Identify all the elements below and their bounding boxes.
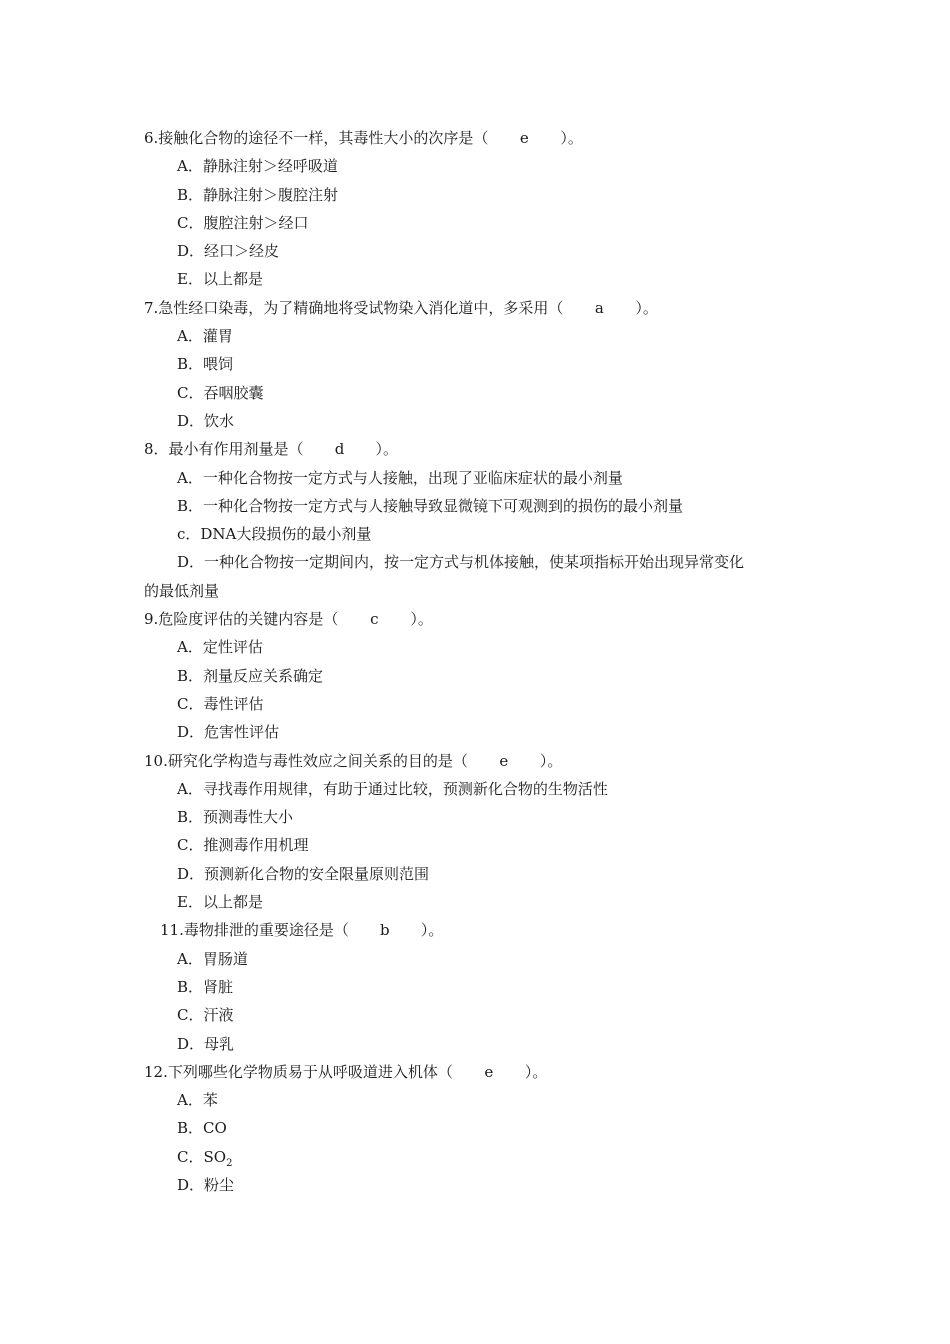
answer-text: e — [499, 751, 509, 770]
question-stem: 9.危险度评估的关键内容是（ — [144, 610, 339, 629]
question-close: ）。 — [420, 921, 444, 940]
question-stem: 12.下列哪些化学物质易于从呼吸道进入机体（ — [144, 1062, 453, 1081]
option: D．一种化合物按一定期间内，按一定方式与机体接触，使某项指标开始出现异常变化 — [177, 553, 745, 572]
question-stem: 8．最小有作用剂量是（ — [144, 440, 304, 459]
question-close: ）。 — [524, 1062, 548, 1081]
question-stem: 6.接触化合物的途径不一样，其毒性大小的次序是（ — [144, 129, 489, 147]
option: C．毒性评估 — [177, 694, 264, 713]
option: E．以上都是 — [177, 893, 263, 912]
option: C．腹腔注射＞经口 — [177, 213, 309, 232]
question-close: ）。 — [410, 610, 433, 629]
subscript: 2 — [226, 1157, 233, 1169]
option: A．一种化合物按一定方式与人接触，出现了亚临床症状的最小剂量 — [177, 468, 623, 487]
question-stem: 11.毒物排泄的重要途径是（ — [160, 921, 349, 940]
question-9 — [0, 605, 950, 633]
answer-text: e — [484, 1062, 494, 1081]
option-so2 — [0, 1143, 950, 1171]
option: A．胃肠道 — [177, 949, 248, 968]
option: D．饮水 — [177, 411, 235, 430]
option-continuation: 的最低剂量 — [144, 581, 220, 600]
question-stem: 7.急性经口染毒，为了精确地将受试物染入消化道中，多采用（ — [144, 298, 564, 317]
option: B．静脉注射＞腹腔注射 — [177, 185, 339, 204]
option: A．苯 — [177, 1091, 218, 1110]
option: A．静脉注射＞经呼吸道 — [177, 157, 338, 176]
option: E．以上都是 — [177, 270, 263, 289]
question-close: ）。 — [375, 440, 399, 459]
option: B．剂量反应关系确定 — [177, 666, 324, 685]
question-7 — [0, 294, 950, 322]
option: A．寻找毒作用规律，有助于通过比较，预测新化合物的生物活性 — [177, 779, 608, 798]
question-12 — [0, 1058, 950, 1086]
answer-text: e — [519, 129, 529, 147]
option: B．预测毒性大小 — [177, 808, 294, 827]
option-text: C．SO — [177, 1147, 227, 1166]
option: A．灌胃 — [177, 327, 233, 346]
option: B．肾脏 — [177, 977, 234, 996]
document-page — [0, 124, 950, 1199]
question-close: ）。 — [539, 751, 563, 770]
option: B．一种化合物按一定方式与人接触导致显微镜下可观测到的损伤的最小剂量 — [177, 496, 684, 515]
option: D．危害性评估 — [177, 723, 280, 742]
question-10 — [0, 747, 950, 775]
answer-text: a — [594, 298, 604, 317]
question-stem: 10.研究化学构造与毒性效应之间关系的目的是（ — [144, 751, 468, 770]
question-11 — [0, 916, 950, 944]
option: D．经口＞经皮 — [177, 242, 280, 261]
question-6 — [0, 124, 950, 152]
answer-text: c — [370, 610, 379, 629]
option: B．CO — [177, 1119, 227, 1138]
option: B．喂饲 — [177, 355, 234, 374]
option: A．定性评估 — [177, 638, 263, 657]
question-8 — [0, 435, 950, 463]
option: D．粉尘 — [177, 1175, 235, 1194]
option: c．DNA大段损伤的最小剂量 — [177, 525, 372, 544]
question-close: ）。 — [560, 129, 583, 147]
option: C．推测毒作用机理 — [177, 836, 309, 855]
option: C．汗液 — [177, 1006, 234, 1025]
option: C．吞咽胶囊 — [177, 383, 264, 402]
option: D．母乳 — [177, 1034, 235, 1053]
question-close: ）。 — [635, 298, 658, 317]
answer-text: d — [334, 440, 345, 459]
answer-text: b — [380, 921, 390, 940]
option: D．预测新化合物的安全限量原则范围 — [177, 864, 430, 883]
